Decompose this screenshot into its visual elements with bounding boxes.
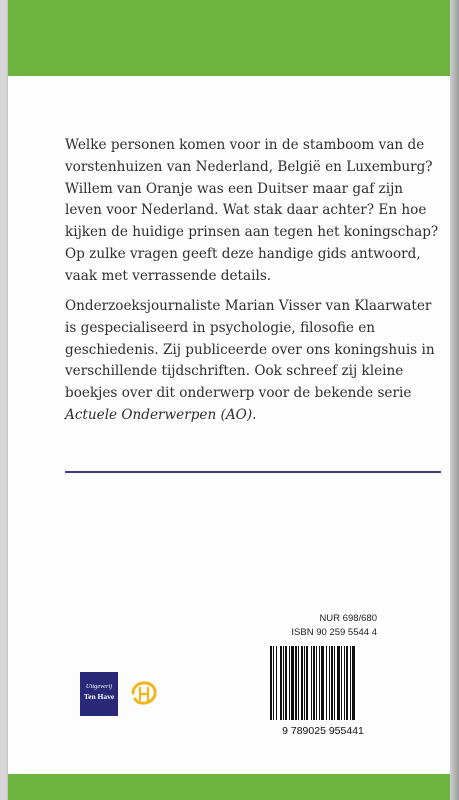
barcode-bar — [350, 646, 351, 720]
nur-code: NUR 698/680 — [319, 613, 377, 624]
publisher-label: Uitgeverij — [85, 683, 113, 690]
barcode-bar — [283, 646, 284, 720]
barcode-bar — [295, 646, 297, 720]
barcode-bar — [329, 646, 330, 720]
barcode-bar — [298, 646, 299, 720]
divider-line — [65, 471, 441, 473]
barcode-bar — [352, 646, 355, 720]
barcode-bar — [319, 646, 320, 720]
author-text-end: . — [252, 406, 257, 423]
author-paragraph — [65, 296, 441, 427]
bottom-color-band — [8, 774, 450, 800]
barcode-bar — [306, 646, 308, 720]
book-back-cover — [8, 0, 450, 800]
barcode-bar — [285, 646, 287, 720]
page-edge — [450, 0, 459, 800]
barcode-bar — [331, 646, 333, 720]
barcode-bar — [273, 646, 274, 720]
author-text: Onderzoeksjournaliste Marian Visser van Klaarwater is gespecialiseerd in psychologie, filosofie en geschiedenis. Zij publiceerde over ons koningshuis in verschillende tijdschriften. Ook schreef zij kleine boekjes over dit onderwerp voor de bekende serie — [65, 298, 435, 402]
barcode-bar — [304, 646, 305, 720]
barcode-bar — [280, 646, 282, 720]
barcode-digits: 9 789025 955441 — [282, 725, 364, 737]
barcode-bars — [270, 646, 355, 720]
barcode-bar — [316, 646, 317, 720]
catalog-codes — [281, 612, 377, 640]
series-title: Actuele Onderwerpen (AO) — [65, 406, 253, 423]
barcode-bar — [337, 646, 340, 720]
barcode — [264, 644, 382, 738]
isbn-code: ISBN 90 259 5544 4 — [291, 627, 377, 638]
barcode-bar — [291, 646, 294, 720]
barcode-bar — [346, 646, 348, 720]
barcode-bar — [334, 646, 335, 720]
barcode-bar — [270, 646, 272, 720]
barcode-bar — [276, 646, 277, 720]
barcode-bar — [321, 646, 324, 720]
barcode-bar — [326, 646, 327, 720]
barcode-bar — [341, 646, 342, 720]
publisher-name: Ten Have — [83, 692, 115, 701]
top-color-band — [8, 0, 450, 76]
publisher-logo — [80, 672, 118, 716]
ten-have-swirl-icon — [127, 673, 161, 711]
blurb-paragraph: Welke personen komen voor in de stamboom van de vorstenhuizen van Nederland, België en Luxemburg? Willem van Oranje was een Duitser maar gaf zijn leven voor Nederland. Wat stak daar achter? En hoe kijken de huidige prinsen aan tegen het koningschap? Op zulke vragen geeft deze handige gids antwoord, vaak met verrassende details. — [65, 137, 439, 284]
barcode-bar — [344, 646, 345, 720]
barcode-bar — [301, 646, 303, 720]
barcode-bar — [313, 646, 315, 720]
barcode-bar — [311, 646, 312, 720]
barcode-bar — [289, 646, 290, 720]
